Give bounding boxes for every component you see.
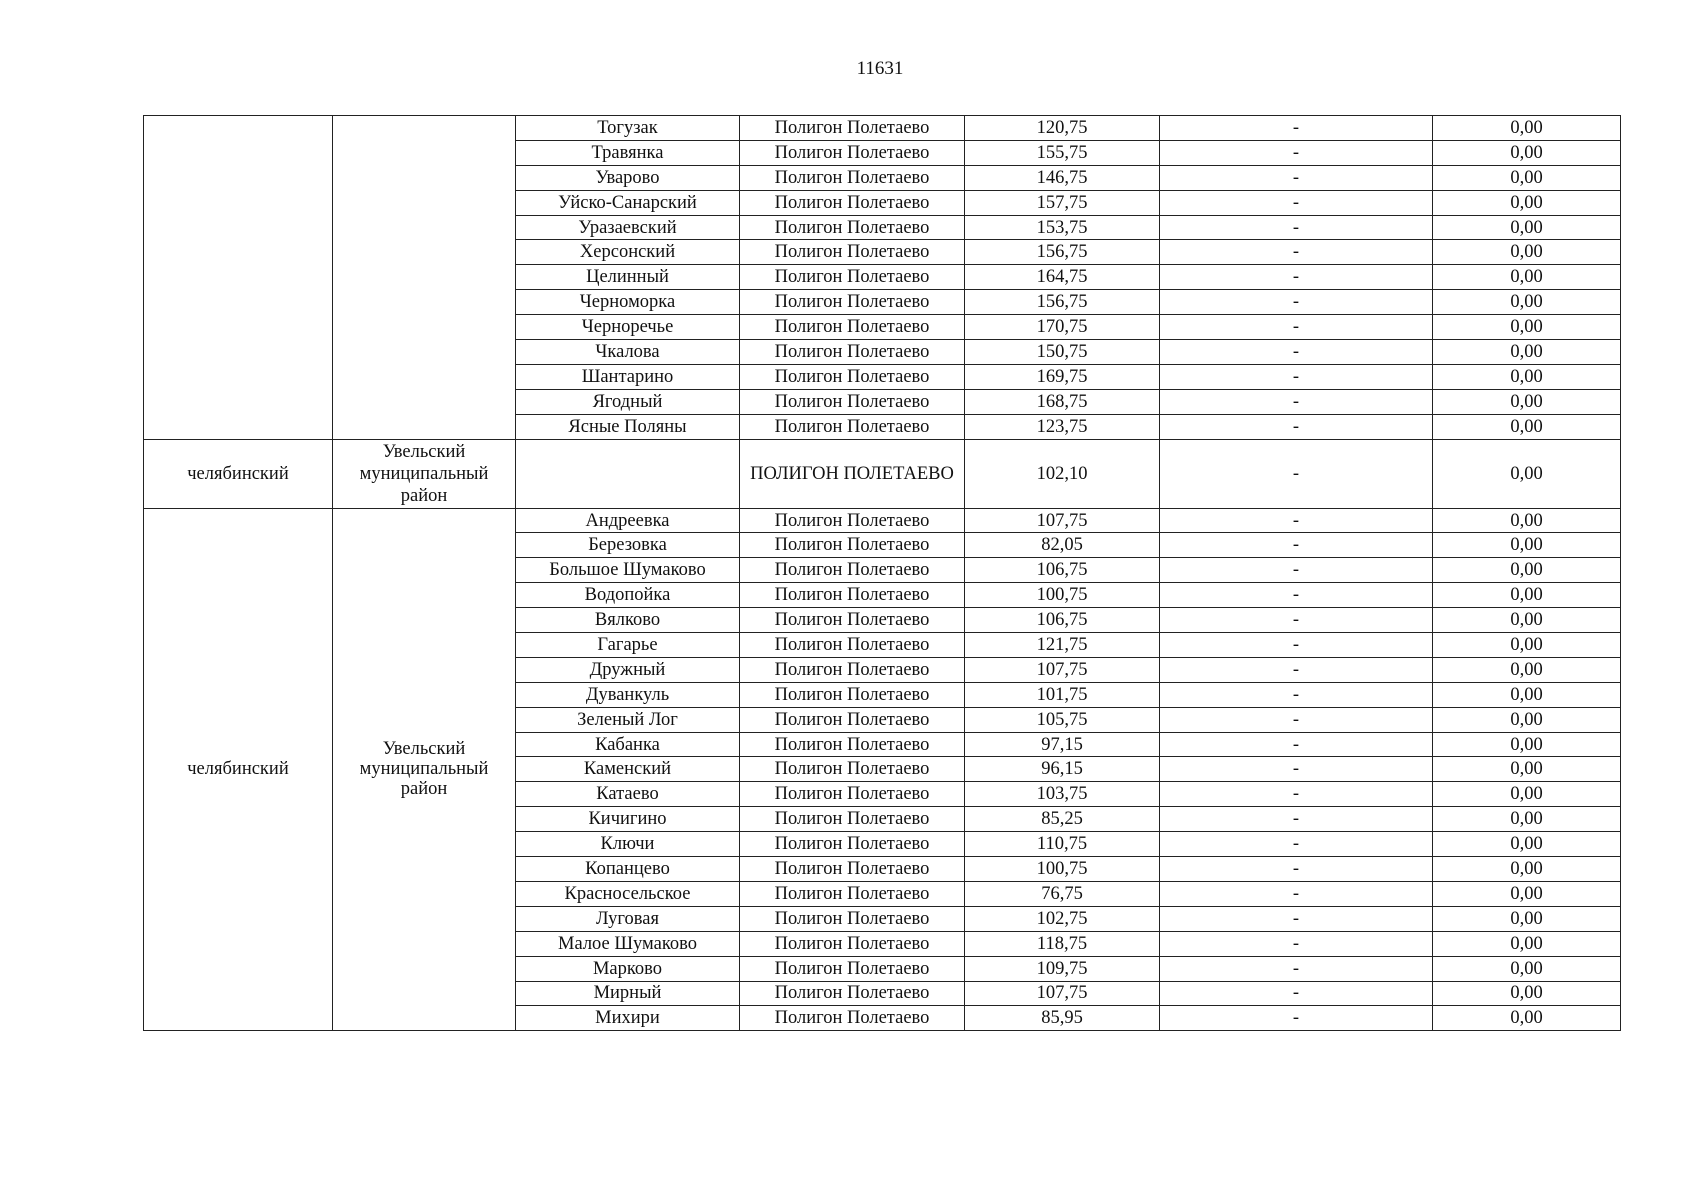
settlement-cell: Уйско-Санарский xyxy=(516,190,740,215)
value-cell: 0,00 xyxy=(1433,956,1621,981)
value-cell: 0,00 xyxy=(1433,439,1621,508)
destination-cell: Полигон Полетаево xyxy=(740,315,965,340)
distance-cell: 103,75 xyxy=(965,782,1160,807)
destination-cell: Полигон Полетаево xyxy=(740,508,965,533)
page-number: 11631 xyxy=(856,58,904,79)
destination-cell: Полигон Полетаево xyxy=(740,881,965,906)
settlement-cell: Марково xyxy=(516,956,740,981)
dash-cell: - xyxy=(1160,140,1433,165)
value-cell: 0,00 xyxy=(1433,265,1621,290)
value-cell: 0,00 xyxy=(1433,508,1621,533)
destination-cell: Полигон Полетаево xyxy=(740,857,965,882)
distance-cell: 82,05 xyxy=(965,533,1160,558)
distance-cell: 150,75 xyxy=(965,340,1160,365)
distance-cell: 121,75 xyxy=(965,633,1160,658)
dash-cell: - xyxy=(1160,832,1433,857)
value-cell: 0,00 xyxy=(1433,906,1621,931)
distance-cell: 118,75 xyxy=(965,931,1160,956)
destination-cell: Полигон Полетаево xyxy=(740,906,965,931)
value-cell: 0,00 xyxy=(1433,832,1621,857)
destination-cell: Полигон Полетаево xyxy=(740,215,965,240)
municipality-cell: Увельский муниципальный район xyxy=(333,439,516,508)
dash-cell: - xyxy=(1160,290,1433,315)
value-cell: 0,00 xyxy=(1433,881,1621,906)
dash-cell: - xyxy=(1160,732,1433,757)
distance-cell: 156,75 xyxy=(965,290,1160,315)
value-cell: 0,00 xyxy=(1433,657,1621,682)
distance-cell: 146,75 xyxy=(965,165,1160,190)
distance-cell: 106,75 xyxy=(965,608,1160,633)
settlement-cell: Кичигино xyxy=(516,807,740,832)
dash-cell: - xyxy=(1160,881,1433,906)
settlement-cell: Уварово xyxy=(516,165,740,190)
distance-cell: 155,75 xyxy=(965,140,1160,165)
distance-cell: 168,75 xyxy=(965,389,1160,414)
value-cell: 0,00 xyxy=(1433,608,1621,633)
distance-cell: 156,75 xyxy=(965,240,1160,265)
distance-cell: 96,15 xyxy=(965,757,1160,782)
dash-cell: - xyxy=(1160,340,1433,365)
destination-cell: Полигон Полетаево xyxy=(740,732,965,757)
destination-cell: Полигон Полетаево xyxy=(740,364,965,389)
value-cell: 0,00 xyxy=(1433,190,1621,215)
destination-cell: Полигон Полетаево xyxy=(740,340,965,365)
destination-cell: Полигон Полетаево xyxy=(740,1006,965,1031)
dash-cell: - xyxy=(1160,215,1433,240)
destination-cell: Полигон Полетаево xyxy=(740,633,965,658)
value-cell: 0,00 xyxy=(1433,583,1621,608)
dash-cell: - xyxy=(1160,682,1433,707)
destination-cell: Полигон Полетаево xyxy=(740,832,965,857)
dash-cell: - xyxy=(1160,657,1433,682)
region-cell xyxy=(144,116,333,440)
dash-cell: - xyxy=(1160,414,1433,439)
destination-cell: Полигон Полетаево xyxy=(740,265,965,290)
dash-cell: - xyxy=(1160,1006,1433,1031)
dash-cell: - xyxy=(1160,439,1433,508)
dash-cell: - xyxy=(1160,265,1433,290)
settlement-cell: Луговая xyxy=(516,906,740,931)
dash-cell: - xyxy=(1160,707,1433,732)
distance-cell: 100,75 xyxy=(965,583,1160,608)
destination-cell: Полигон Полетаево xyxy=(740,931,965,956)
distance-cell: 170,75 xyxy=(965,315,1160,340)
dash-cell: - xyxy=(1160,956,1433,981)
settlement-cell: Тогузак xyxy=(516,116,740,141)
destination-cell: Полигон Полетаево xyxy=(740,140,965,165)
settlement-cell: Водопойка xyxy=(516,583,740,608)
settlement-cell: Михири xyxy=(516,1006,740,1031)
distance-cell: 106,75 xyxy=(965,558,1160,583)
dash-cell: - xyxy=(1160,165,1433,190)
distance-cell: 107,75 xyxy=(965,657,1160,682)
value-cell: 0,00 xyxy=(1433,782,1621,807)
summary-row xyxy=(144,439,1621,508)
dash-cell: - xyxy=(1160,364,1433,389)
distance-cell: 164,75 xyxy=(965,265,1160,290)
dash-cell: - xyxy=(1160,608,1433,633)
value-cell: 0,00 xyxy=(1433,857,1621,882)
settlement-cell: Красносельское xyxy=(516,881,740,906)
value-cell: 0,00 xyxy=(1433,315,1621,340)
dash-cell: - xyxy=(1160,583,1433,608)
distance-cell: 76,75 xyxy=(965,881,1160,906)
region-cell: челябинский xyxy=(144,508,333,1031)
destination-cell: Полигон Полетаево xyxy=(740,782,965,807)
dash-cell: - xyxy=(1160,906,1433,931)
value-cell: 0,00 xyxy=(1433,558,1621,583)
value-cell: 0,00 xyxy=(1433,633,1621,658)
value-cell: 0,00 xyxy=(1433,707,1621,732)
distance-cell: 169,75 xyxy=(965,364,1160,389)
dash-cell: - xyxy=(1160,116,1433,141)
settlement-cell: Черноморка xyxy=(516,290,740,315)
value-cell: 0,00 xyxy=(1433,215,1621,240)
dash-cell: - xyxy=(1160,533,1433,558)
settlement-cell: Ягодный xyxy=(516,389,740,414)
dash-cell: - xyxy=(1160,190,1433,215)
distance-cell: 120,75 xyxy=(965,116,1160,141)
destination-cell: Полигон Полетаево xyxy=(740,956,965,981)
settlement-cell: Уразаевский xyxy=(516,215,740,240)
routes-table xyxy=(143,115,1621,1031)
destination-cell: Полигон Полетаево xyxy=(740,757,965,782)
distance-cell: 85,25 xyxy=(965,807,1160,832)
settlement-cell: Андреевка xyxy=(516,508,740,533)
destination-cell: Полигон Полетаево xyxy=(740,240,965,265)
distance-cell: 101,75 xyxy=(965,682,1160,707)
destination-cell: Полигон Полетаево xyxy=(740,682,965,707)
distance-cell: 102,10 xyxy=(965,439,1160,508)
distance-cell: 107,75 xyxy=(965,981,1160,1006)
dash-cell: - xyxy=(1160,782,1433,807)
value-cell: 0,00 xyxy=(1433,533,1621,558)
destination-cell: Полигон Полетаево xyxy=(740,657,965,682)
value-cell: 0,00 xyxy=(1433,981,1621,1006)
destination-cell: Полигон Полетаево xyxy=(740,290,965,315)
destination-cell: Полигон Полетаево xyxy=(740,981,965,1006)
settlement-cell: Травянка xyxy=(516,140,740,165)
value-cell: 0,00 xyxy=(1433,290,1621,315)
dash-cell: - xyxy=(1160,981,1433,1006)
dash-cell: - xyxy=(1160,931,1433,956)
value-cell: 0,00 xyxy=(1433,116,1621,141)
settlement-cell: Дружный xyxy=(516,657,740,682)
destination-cell: ПОЛИГОН ПОЛЕТАЕВО xyxy=(740,439,965,508)
dash-cell: - xyxy=(1160,240,1433,265)
distance-cell: 102,75 xyxy=(965,906,1160,931)
destination-cell: Полигон Полетаево xyxy=(740,533,965,558)
settlement-cell: Херсонский xyxy=(516,240,740,265)
value-cell: 0,00 xyxy=(1433,1006,1621,1031)
dash-cell: - xyxy=(1160,389,1433,414)
dash-cell: - xyxy=(1160,315,1433,340)
value-cell: 0,00 xyxy=(1433,732,1621,757)
distance-cell: 110,75 xyxy=(965,832,1160,857)
destination-cell: Полигон Полетаево xyxy=(740,389,965,414)
value-cell: 0,00 xyxy=(1433,414,1621,439)
destination-cell: Полигон Полетаево xyxy=(740,190,965,215)
municipality-cell: Увельский муниципальный район xyxy=(333,508,516,1031)
distance-cell: 97,15 xyxy=(965,732,1160,757)
settlement-cell: Ключи xyxy=(516,832,740,857)
destination-cell: Полигон Полетаево xyxy=(740,165,965,190)
destination-cell: Полигон Полетаево xyxy=(740,807,965,832)
table-row xyxy=(144,508,1621,533)
destination-cell: Полигон Полетаево xyxy=(740,558,965,583)
value-cell: 0,00 xyxy=(1433,364,1621,389)
value-cell: 0,00 xyxy=(1433,931,1621,956)
settlement-cell: Большое Шумаково xyxy=(516,558,740,583)
region-cell: челябинский xyxy=(144,439,333,508)
dash-cell: - xyxy=(1160,757,1433,782)
settlement-cell: Вялково xyxy=(516,608,740,633)
value-cell: 0,00 xyxy=(1433,757,1621,782)
dash-cell: - xyxy=(1160,857,1433,882)
settlement-cell: Целинный xyxy=(516,265,740,290)
distance-cell: 157,75 xyxy=(965,190,1160,215)
value-cell: 0,00 xyxy=(1433,682,1621,707)
settlement-cell xyxy=(516,439,740,508)
value-cell: 0,00 xyxy=(1433,340,1621,365)
settlement-cell: Шантарино xyxy=(516,364,740,389)
value-cell: 0,00 xyxy=(1433,165,1621,190)
destination-cell: Полигон Полетаево xyxy=(740,707,965,732)
settlement-cell: Малое Шумаково xyxy=(516,931,740,956)
dash-cell: - xyxy=(1160,807,1433,832)
destination-cell: Полигон Полетаево xyxy=(740,414,965,439)
settlement-cell: Дуванкуль xyxy=(516,682,740,707)
value-cell: 0,00 xyxy=(1433,240,1621,265)
destination-cell: Полигон Полетаево xyxy=(740,608,965,633)
table-row xyxy=(144,116,1621,141)
settlement-cell: Катаево xyxy=(516,782,740,807)
settlement-cell: Ясные Поляны xyxy=(516,414,740,439)
distance-cell: 109,75 xyxy=(965,956,1160,981)
settlement-cell: Зеленый Лог xyxy=(516,707,740,732)
settlement-cell: Березовка xyxy=(516,533,740,558)
destination-cell: Полигон Полетаево xyxy=(740,583,965,608)
destination-cell: Полигон Полетаево xyxy=(740,116,965,141)
settlement-cell: Мирный xyxy=(516,981,740,1006)
value-cell: 0,00 xyxy=(1433,807,1621,832)
municipality-cell xyxy=(333,116,516,440)
settlement-cell: Гагарье xyxy=(516,633,740,658)
dash-cell: - xyxy=(1160,508,1433,533)
settlement-cell: Кабанка xyxy=(516,732,740,757)
settlement-cell: Чкалова xyxy=(516,340,740,365)
dash-cell: - xyxy=(1160,558,1433,583)
value-cell: 0,00 xyxy=(1433,140,1621,165)
distance-cell: 153,75 xyxy=(965,215,1160,240)
distance-cell: 105,75 xyxy=(965,707,1160,732)
settlement-cell: Черноречье xyxy=(516,315,740,340)
settlement-cell: Каменский xyxy=(516,757,740,782)
distance-cell: 123,75 xyxy=(965,414,1160,439)
value-cell: 0,00 xyxy=(1433,389,1621,414)
distance-cell: 107,75 xyxy=(965,508,1160,533)
settlement-cell: Копанцево xyxy=(516,857,740,882)
dash-cell: - xyxy=(1160,633,1433,658)
distance-cell: 85,95 xyxy=(965,1006,1160,1031)
distance-cell: 100,75 xyxy=(965,857,1160,882)
